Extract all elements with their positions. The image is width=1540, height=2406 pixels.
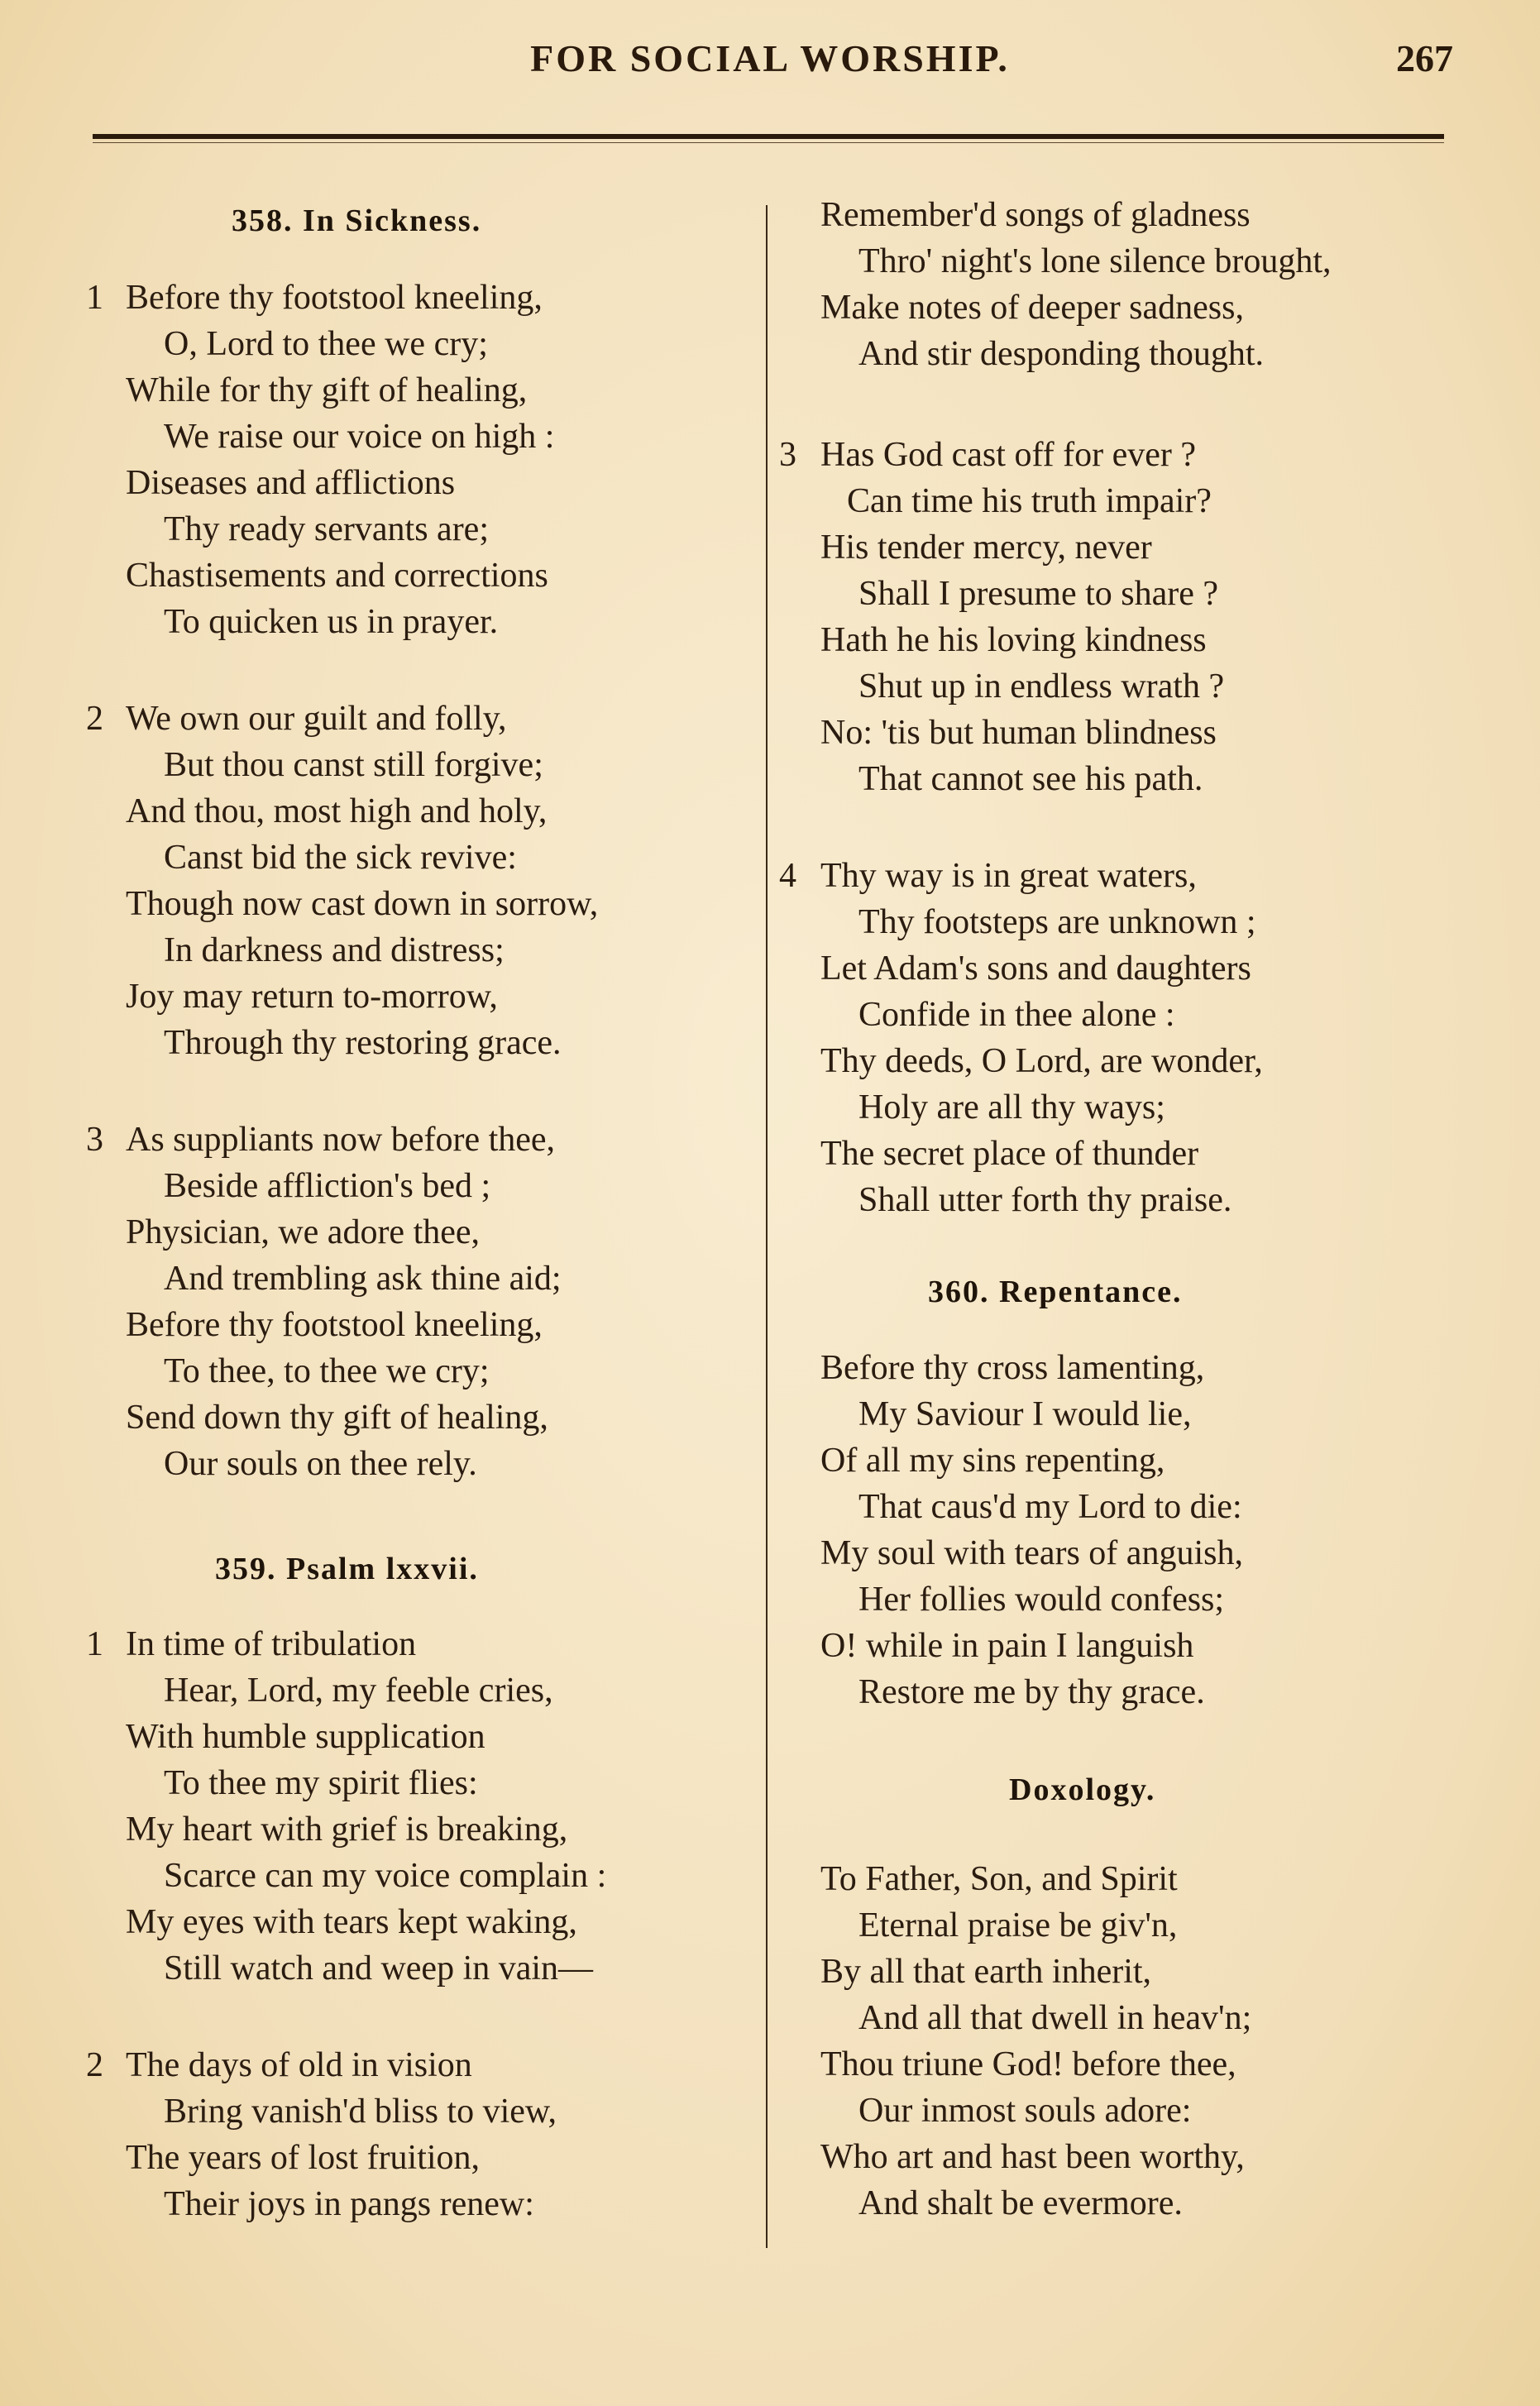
verse-line: Before thy footstool kneeling, bbox=[126, 279, 543, 317]
verse-line: O, Lord to thee we cry; bbox=[164, 325, 488, 363]
verse-line: Still watch and weep in vain— bbox=[164, 1949, 594, 1987]
verse-line: Diseases and afflictions bbox=[126, 464, 456, 502]
verse-line: Their joys in pangs renew: bbox=[164, 2185, 534, 2223]
verse-line: Chastisements and corrections bbox=[126, 557, 548, 595]
verse-number: 4 bbox=[779, 857, 796, 895]
verse-line: Of all my sins repenting, bbox=[820, 1442, 1165, 1480]
verse-line: And thou, most high and holy, bbox=[126, 792, 548, 830]
verse-line: Remember'd songs of gladness bbox=[820, 196, 1251, 234]
verse-line: Bring vanish'd bliss to view, bbox=[164, 2093, 557, 2131]
verse-line: Let Adam's sons and daughters bbox=[820, 949, 1251, 988]
verse-line: And all that dwell in heav'n; bbox=[858, 1999, 1252, 2037]
verse-number: 3 bbox=[779, 436, 796, 474]
verse-line: Our souls on thee rely. bbox=[164, 1445, 477, 1483]
verse-line: Thou triune God! before thee, bbox=[820, 2045, 1236, 2083]
hymn-title: 360. Repentance. bbox=[928, 1275, 1183, 1309]
verse-line: Before thy footstool kneeling, bbox=[126, 1306, 543, 1344]
verse-line: That cannot see his path. bbox=[858, 760, 1203, 798]
verse-line: Make notes of deeper sadness, bbox=[820, 289, 1244, 327]
verse-line: Her follies would confess; bbox=[858, 1581, 1225, 1619]
verse-number: 3 bbox=[86, 1121, 103, 1159]
verse-line: My Saviour I would lie, bbox=[858, 1395, 1192, 1433]
hymn-title: Doxology. bbox=[1009, 1772, 1156, 1807]
verse-line: Canst bid the sick revive: bbox=[164, 839, 517, 877]
running-title-text: FOR SOCIAL WORSHIP. bbox=[530, 37, 1010, 79]
verse-line: No: 'tis but human blindness bbox=[820, 714, 1217, 752]
verse-line: Confide in thee alone : bbox=[858, 996, 1175, 1034]
verse-line: In darkness and distress; bbox=[164, 931, 505, 969]
verse-line: While for thy gift of healing, bbox=[126, 371, 528, 409]
verse-line: Holy are all thy ways; bbox=[858, 1088, 1165, 1126]
verse-line: Shall utter forth thy praise. bbox=[858, 1181, 1232, 1219]
verse-line: Send down thy gift of healing, bbox=[126, 1399, 548, 1437]
verse-line: My heart with grief is breaking, bbox=[126, 1810, 568, 1849]
verse-line: Has God cast off for ever ? bbox=[820, 436, 1197, 474]
page-number: 267 bbox=[1396, 37, 1453, 79]
verse-number: 2 bbox=[86, 700, 103, 738]
verse-line: With humble supplication bbox=[126, 1718, 485, 1756]
verse-line: That caus'd my Lord to die: bbox=[858, 1488, 1242, 1526]
verse-line: My eyes with tears kept waking, bbox=[126, 1903, 577, 1941]
verse-line: By all that earth inherit, bbox=[820, 1953, 1152, 1991]
running-head bbox=[0, 36, 1540, 86]
verse-line: Beside affliction's bed ; bbox=[164, 1167, 491, 1205]
verse-line: Eternal praise be giv'n, bbox=[858, 1906, 1178, 1944]
verse-line: But thou canst still forgive; bbox=[164, 746, 543, 784]
verse-line: As suppliants now before thee, bbox=[126, 1121, 556, 1159]
verse-line: Thy way is in great waters, bbox=[820, 857, 1197, 895]
verse-line: Restore me by thy grace. bbox=[858, 1673, 1205, 1711]
verse-line: We own our guilt and folly, bbox=[126, 700, 507, 738]
verse-line: Hath he his loving kindness bbox=[820, 621, 1207, 659]
verse-line: To Father, Son, and Spirit bbox=[820, 1860, 1178, 1898]
verse-line: Thy ready servants are; bbox=[164, 510, 489, 548]
column-divider bbox=[766, 205, 768, 2248]
verse-number: 2 bbox=[86, 2046, 103, 2084]
verse-line: The days of old in vision bbox=[126, 2046, 472, 2084]
verse-line: In time of tribulation bbox=[126, 1625, 417, 1663]
verse-line: Shall I presume to share ? bbox=[858, 575, 1219, 613]
verse-line: We raise our voice on high : bbox=[164, 418, 555, 456]
verse-line: To thee, to thee we cry; bbox=[164, 1352, 490, 1390]
verse-line: Though now cast down in sorrow, bbox=[126, 885, 599, 923]
verse-line: And trembling ask thine aid; bbox=[164, 1260, 562, 1298]
verse-line: To quicken us in prayer. bbox=[164, 603, 499, 641]
verse-line: Scarce can my voice complain : bbox=[164, 1857, 607, 1895]
header-rule-thin bbox=[93, 142, 1444, 143]
verse-number: 1 bbox=[86, 279, 103, 317]
verse-line: His tender mercy, never bbox=[820, 529, 1152, 567]
verse-line: Physician, we adore thee, bbox=[126, 1213, 481, 1251]
hymn-title: 359. Psalm lxxvii. bbox=[215, 1552, 479, 1586]
verse-number: 1 bbox=[86, 1625, 103, 1663]
verse-line: Shut up in endless wrath ? bbox=[858, 667, 1225, 706]
verse-line: Thy footsteps are unknown ; bbox=[858, 903, 1256, 941]
verse-line: Our inmost souls adore: bbox=[858, 2092, 1192, 2130]
header-rule bbox=[93, 134, 1444, 139]
verse-line: Who art and hast been worthy, bbox=[820, 2138, 1245, 2176]
hymn-title: 358. In Sickness. bbox=[232, 203, 482, 238]
verse-line: To thee my spirit flies: bbox=[164, 1764, 478, 1802]
verse-line: The years of lost fruition, bbox=[126, 2139, 481, 2177]
verse-line: O! while in pain I languish bbox=[820, 1627, 1194, 1665]
verse-line: Can time his truth impair? bbox=[847, 482, 1212, 520]
verse-line: Joy may return to-morrow, bbox=[126, 978, 498, 1016]
verse-line: My soul with tears of anguish, bbox=[820, 1534, 1243, 1572]
verse-line: Thro' night's lone silence brought, bbox=[858, 242, 1332, 280]
verse-line: The secret place of thunder bbox=[820, 1135, 1199, 1173]
verse-line: Before thy cross lamenting, bbox=[820, 1349, 1205, 1387]
running-title bbox=[0, 36, 1540, 80]
verse-line: Thy deeds, O Lord, are wonder, bbox=[820, 1042, 1263, 1080]
verse-line: Through thy restoring grace. bbox=[164, 1024, 562, 1062]
verse-line: Hear, Lord, my feeble cries, bbox=[164, 1672, 553, 1710]
verse-line: And stir desponding thought. bbox=[858, 335, 1264, 373]
verse-line: And shalt be evermore. bbox=[858, 2184, 1183, 2222]
